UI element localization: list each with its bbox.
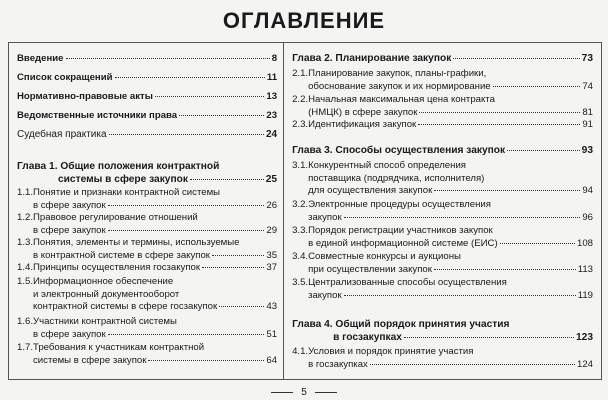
footer-rule-right — [315, 392, 337, 393]
toc-entry-abbreviations[interactable]: Список сокращений 11 — [17, 72, 278, 83]
toc-left-column — [9, 43, 284, 379]
toc-entry-legal-acts[interactable]: Нормативно-правовые акты 13 — [17, 91, 278, 102]
toc-section-2-3[interactable]: 2.3. Идентификация закупок 91 — [292, 119, 593, 130]
toc-section-3-4[interactable]: 3.4. Совместные конкурсы и аукционы при осуществлении закупок 113 — [292, 251, 593, 275]
toc-section-3-2[interactable]: 3.2. Электронные процедуры осуществления закупок 96 — [292, 199, 593, 223]
toc-entry-court-practice[interactable]: Судебная практика 24 — [17, 129, 278, 140]
toc-chapter-2[interactable]: Глава 2. Планирование закупок 73 — [292, 53, 593, 64]
toc-section-3-5[interactable]: 3.5. Централизованные способы осуществления закупок 119 — [292, 277, 593, 301]
toc-section-1-5[interactable]: 1.5. Информационное обеспечение и электронный документооборот контрактной системы в сфере госзакупок 43 — [17, 276, 278, 312]
toc-entry-intro[interactable]: Введение 8 — [17, 53, 278, 64]
toc-section-3-1[interactable]: 3.1. Конкурентный способ определения поставщика (подрядчика, исполнителя) для осуществления закупок 94 — [292, 160, 593, 196]
toc-chapter-4[interactable]: Глава 4. Общий порядок принятия участия в госзакупках 123 — [292, 319, 593, 343]
table-of-contents — [8, 42, 602, 380]
toc-section-1-1[interactable]: 1.1. Понятие и признаки контрактной системы в сфере закупок 26 — [17, 187, 278, 211]
toc-section-1-3[interactable]: 1.3. Понятия, элементы и термины, используемые в контрактной системе в сфере закупок 35 — [17, 237, 278, 261]
toc-section-4-1[interactable]: 4.1. Условия и порядок принятие участия в госзакупках 124 — [292, 346, 593, 370]
toc-entry-departmental-sources[interactable]: Ведомственные источники права 23 — [17, 110, 278, 121]
toc-chapter-3[interactable]: Глава 3. Способы осуществления закупок 93 — [292, 145, 593, 156]
toc-section-1-4[interactable]: 1.4. Принципы осуществления госзакупок 37 — [17, 262, 278, 273]
toc-section-1-2[interactable]: 1.2. Правовое регулирование отношений в сфере закупок 29 — [17, 212, 278, 236]
toc-section-2-1[interactable]: 2.1. Планирование закупок, планы-графики, обоснование закупок и их нормирование 74 — [292, 68, 593, 92]
page-footer — [0, 387, 608, 398]
footer-rule-left — [271, 392, 293, 393]
toc-chapter-1[interactable]: Глава 1. Общие положения контрактной системы в сфере закупок 25 — [17, 161, 278, 185]
toc-right-column — [284, 43, 601, 379]
toc-section-3-3[interactable]: 3.3. Порядок регистрации участников закупок в единой информационной системе (ЕИС) 108 — [292, 225, 593, 249]
page-number: 5 — [301, 387, 307, 398]
toc-section-1-7[interactable]: 1.7. Требования к участникам контрактной системы в сфере закупок 64 — [17, 342, 278, 366]
toc-section-1-6[interactable]: 1.6. Участники контрактной системы в сфере закупок 51 — [17, 316, 278, 340]
toc-section-2-2[interactable]: 2.2. Начальная максимальная цена контракта (НМЦК) в сфере закупок 81 — [292, 94, 593, 118]
page-title: ОГЛАВЛЕНИЕ — [222, 8, 386, 33]
